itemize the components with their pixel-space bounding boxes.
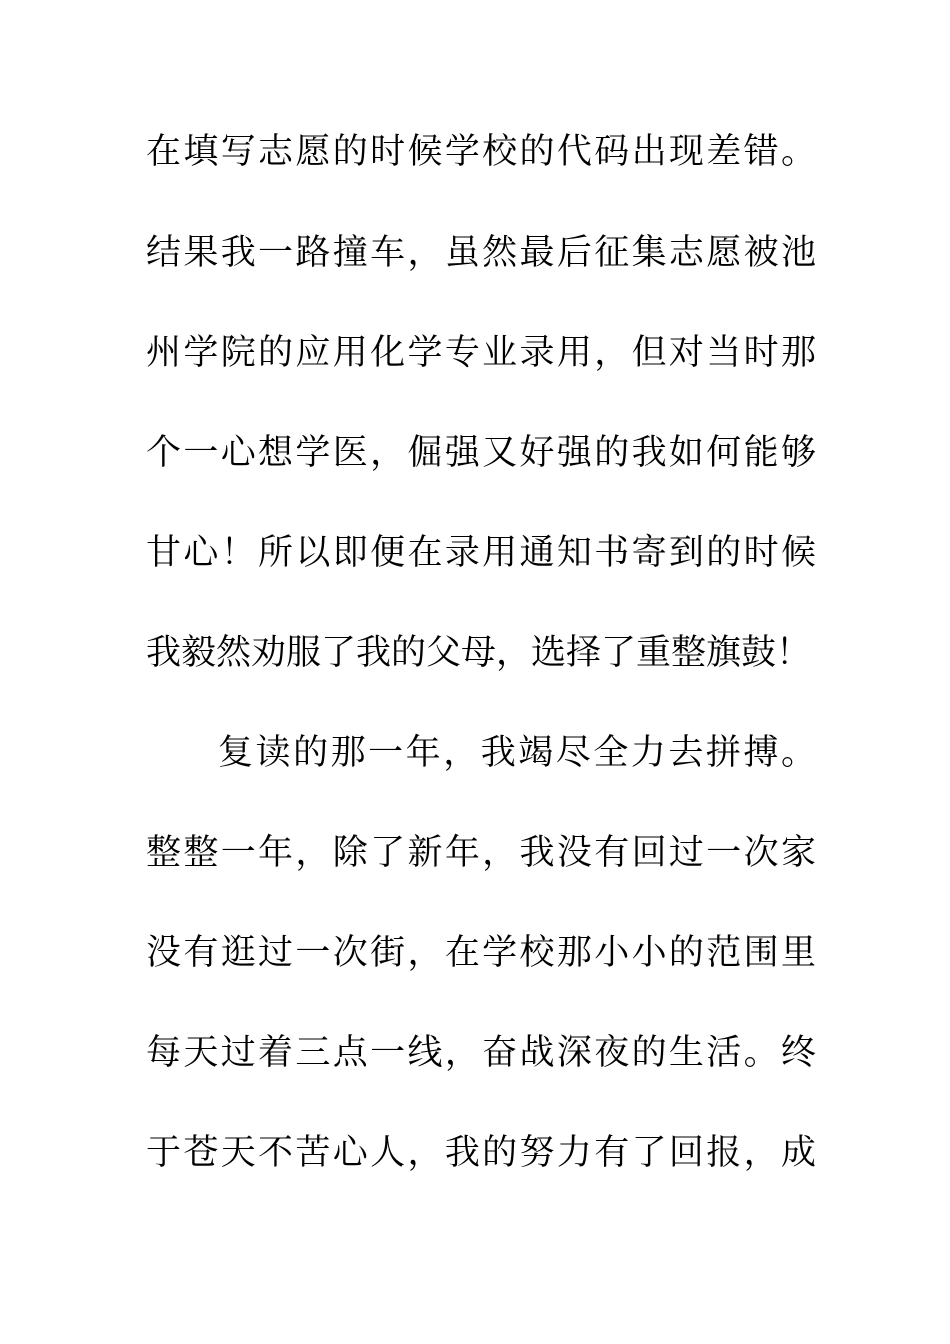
text-line-8: 整整一年，除了新年，我没有回过一次家 bbox=[146, 833, 816, 873]
text-line-1: 在填写志愿的时候学校的代码出现差错。 bbox=[146, 132, 816, 172]
text-line-2: 结果我一路撞车，虽然最后征集志愿被池 bbox=[146, 233, 816, 273]
text-line-6: 我毅然劝服了我的父母，选择了重整旗鼓！ bbox=[146, 633, 812, 673]
text-line-9: 没有逛过一次街，在学校那小小的范围里 bbox=[146, 933, 816, 973]
text-line-11: 于苍天不苦心人，我的努力有了回报，成 bbox=[146, 1133, 816, 1173]
text-line-4: 个一心想学医，倔强又好强的我如何能够 bbox=[146, 433, 816, 473]
text-line-10: 每天过着三点一线，奋战深夜的生活。终 bbox=[146, 1033, 816, 1073]
text-line-5: 甘心！所以即便在录用通知书寄到的时候 bbox=[146, 533, 816, 573]
text-line-3: 州学院的应用化学专业录用，但对当时那 bbox=[146, 333, 816, 373]
text-line-7-paragraph-start: 复读的那一年，我竭尽全力去拼搏。 bbox=[218, 733, 816, 773]
